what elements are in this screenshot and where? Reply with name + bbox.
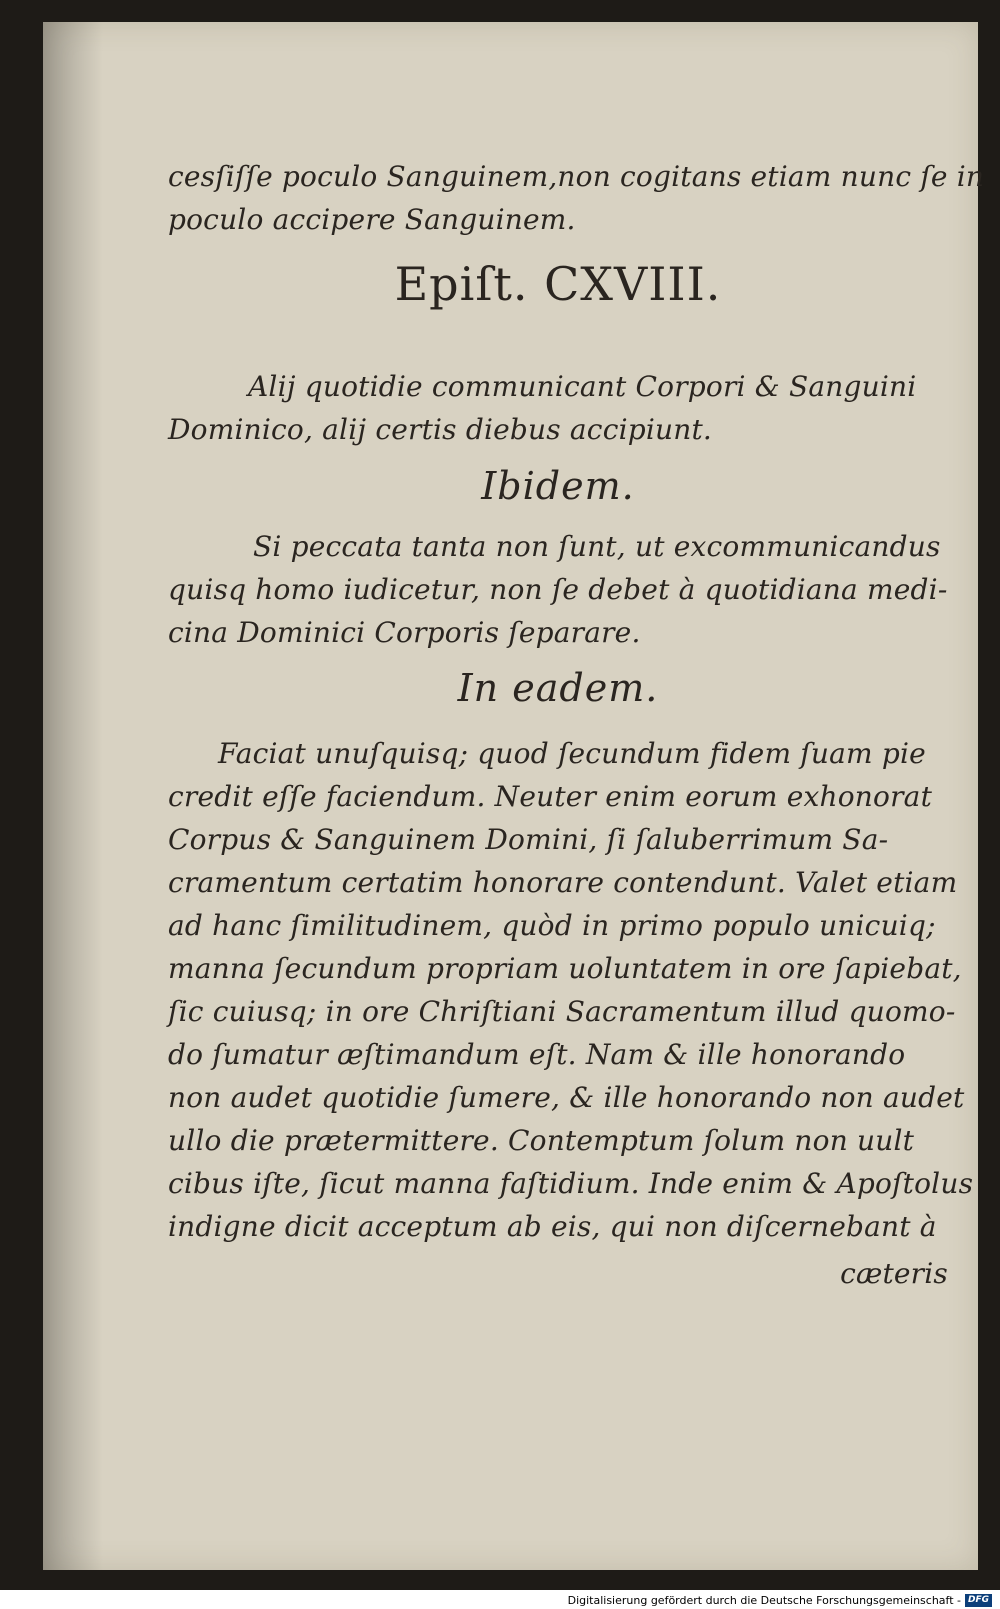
page-sheet <box>43 22 985 1570</box>
text-line: ad hanc ſimilitudinem, quòd in primo populo unicuiq; <box>168 909 936 942</box>
text-line: Faciat unuſquisq; quod ſecundum fidem ſuam pie <box>218 737 926 770</box>
text-line: ullo die prætermittere. Contemptum ſolum non uult <box>168 1124 915 1157</box>
text-line: cibus iſte, ſicut manna faſtidium. Inde enim & Apoſtolus <box>168 1167 974 1200</box>
text-line: indigne dicit acceptum ab eis, qui non diſcernebant à <box>168 1210 937 1243</box>
text-line: Alij quotidie communicant Corpori & Sanguini <box>248 370 917 403</box>
text-line: ſic cuiusq; in ore Chriſtiani Sacramentum illud quomo- <box>168 995 956 1028</box>
text-line: Si peccata tanta non ſunt, ut excommunicandus <box>253 530 941 563</box>
text-line: Dominico, alij certis diebus accipiunt. <box>168 413 713 446</box>
text-line: quisq homo iudicetur, non ſe debet à quotidiana medi- <box>168 573 948 606</box>
dfg-logo: DFG <box>965 1594 992 1607</box>
text-line: manna ſecundum propriam uoluntatem in ore ſapiebat, <box>168 952 962 985</box>
text-line: do ſumatur æſtimandum eſt. Nam & ille honorando <box>168 1038 906 1071</box>
text-line: poculo accipere Sanguinem. <box>168 203 576 236</box>
footer-credit-text: Digitalisierung gefördert durch die Deutsche Forschungsgemeinschaft - <box>567 1594 961 1607</box>
catchword: cæteris <box>840 1257 948 1290</box>
binding-shadow <box>43 22 103 1570</box>
section-heading: In eadem. <box>457 666 659 710</box>
page-text <box>168 22 985 1570</box>
footer-credit <box>568 1594 992 1607</box>
text-line: cina Dominici Corporis ſeparare. <box>168 616 641 649</box>
text-line: Corpus & Sanguinem Domini, ſi ſaluberrimum Sa- <box>168 823 889 856</box>
section-heading: Ibidem. <box>481 464 635 508</box>
text-line: non audet quotidie ſumere, & ille honorando non audet <box>168 1081 965 1114</box>
section-heading: Epiſt. CXVIII. <box>394 257 722 311</box>
text-line: cesſiſſe poculo Sanguinem,non cogitans etiam nunc ſe in <box>168 160 985 193</box>
text-line: credit eſſe faciendum. Neuter enim eorum exhonorat <box>168 780 933 813</box>
text-line: cramentum certatim honorare contendunt. Valet etiam <box>168 866 958 899</box>
